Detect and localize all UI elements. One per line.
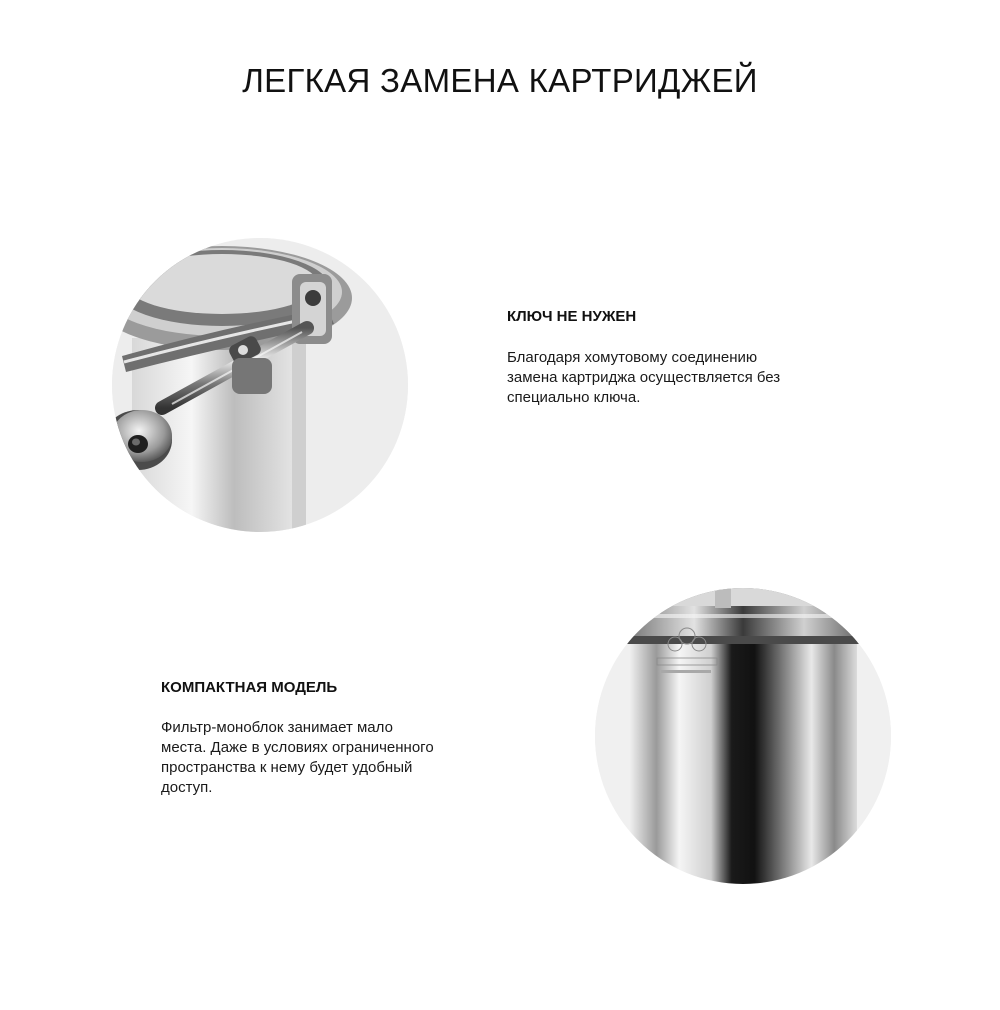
feature-heading-no-key: КЛЮЧ НЕ НУЖЕН [507, 308, 637, 325]
feature-text-line: доступ. [161, 779, 213, 796]
feature-text-no-key [507, 348, 837, 408]
page-title: ЛЕГКАЯ ЗАМЕНА КАРТРИДЖЕЙ [242, 62, 758, 99]
filter-housing-image [595, 588, 891, 884]
feature-text-line: Фильтр-моноблок занимает мало [161, 719, 393, 736]
feature-text-line: места. Даже в условиях ограниченного [161, 739, 434, 756]
filter-housing-icon [595, 588, 891, 884]
clamp-closeup-image [112, 238, 408, 532]
clamp-knob-icon [112, 238, 408, 532]
feature-text-line: пространства к нему будет удобный [161, 759, 413, 776]
feature-text-compact [161, 718, 491, 798]
feature-text-line: Благодаря хомутовому соединению [507, 349, 758, 366]
feature-text-line: специально ключа. [507, 389, 641, 406]
feature-heading-compact: КОМПАКТНАЯ МОДЕЛЬ [161, 679, 338, 696]
feature-text-line: замена картриджа осуществляется без [507, 369, 781, 386]
